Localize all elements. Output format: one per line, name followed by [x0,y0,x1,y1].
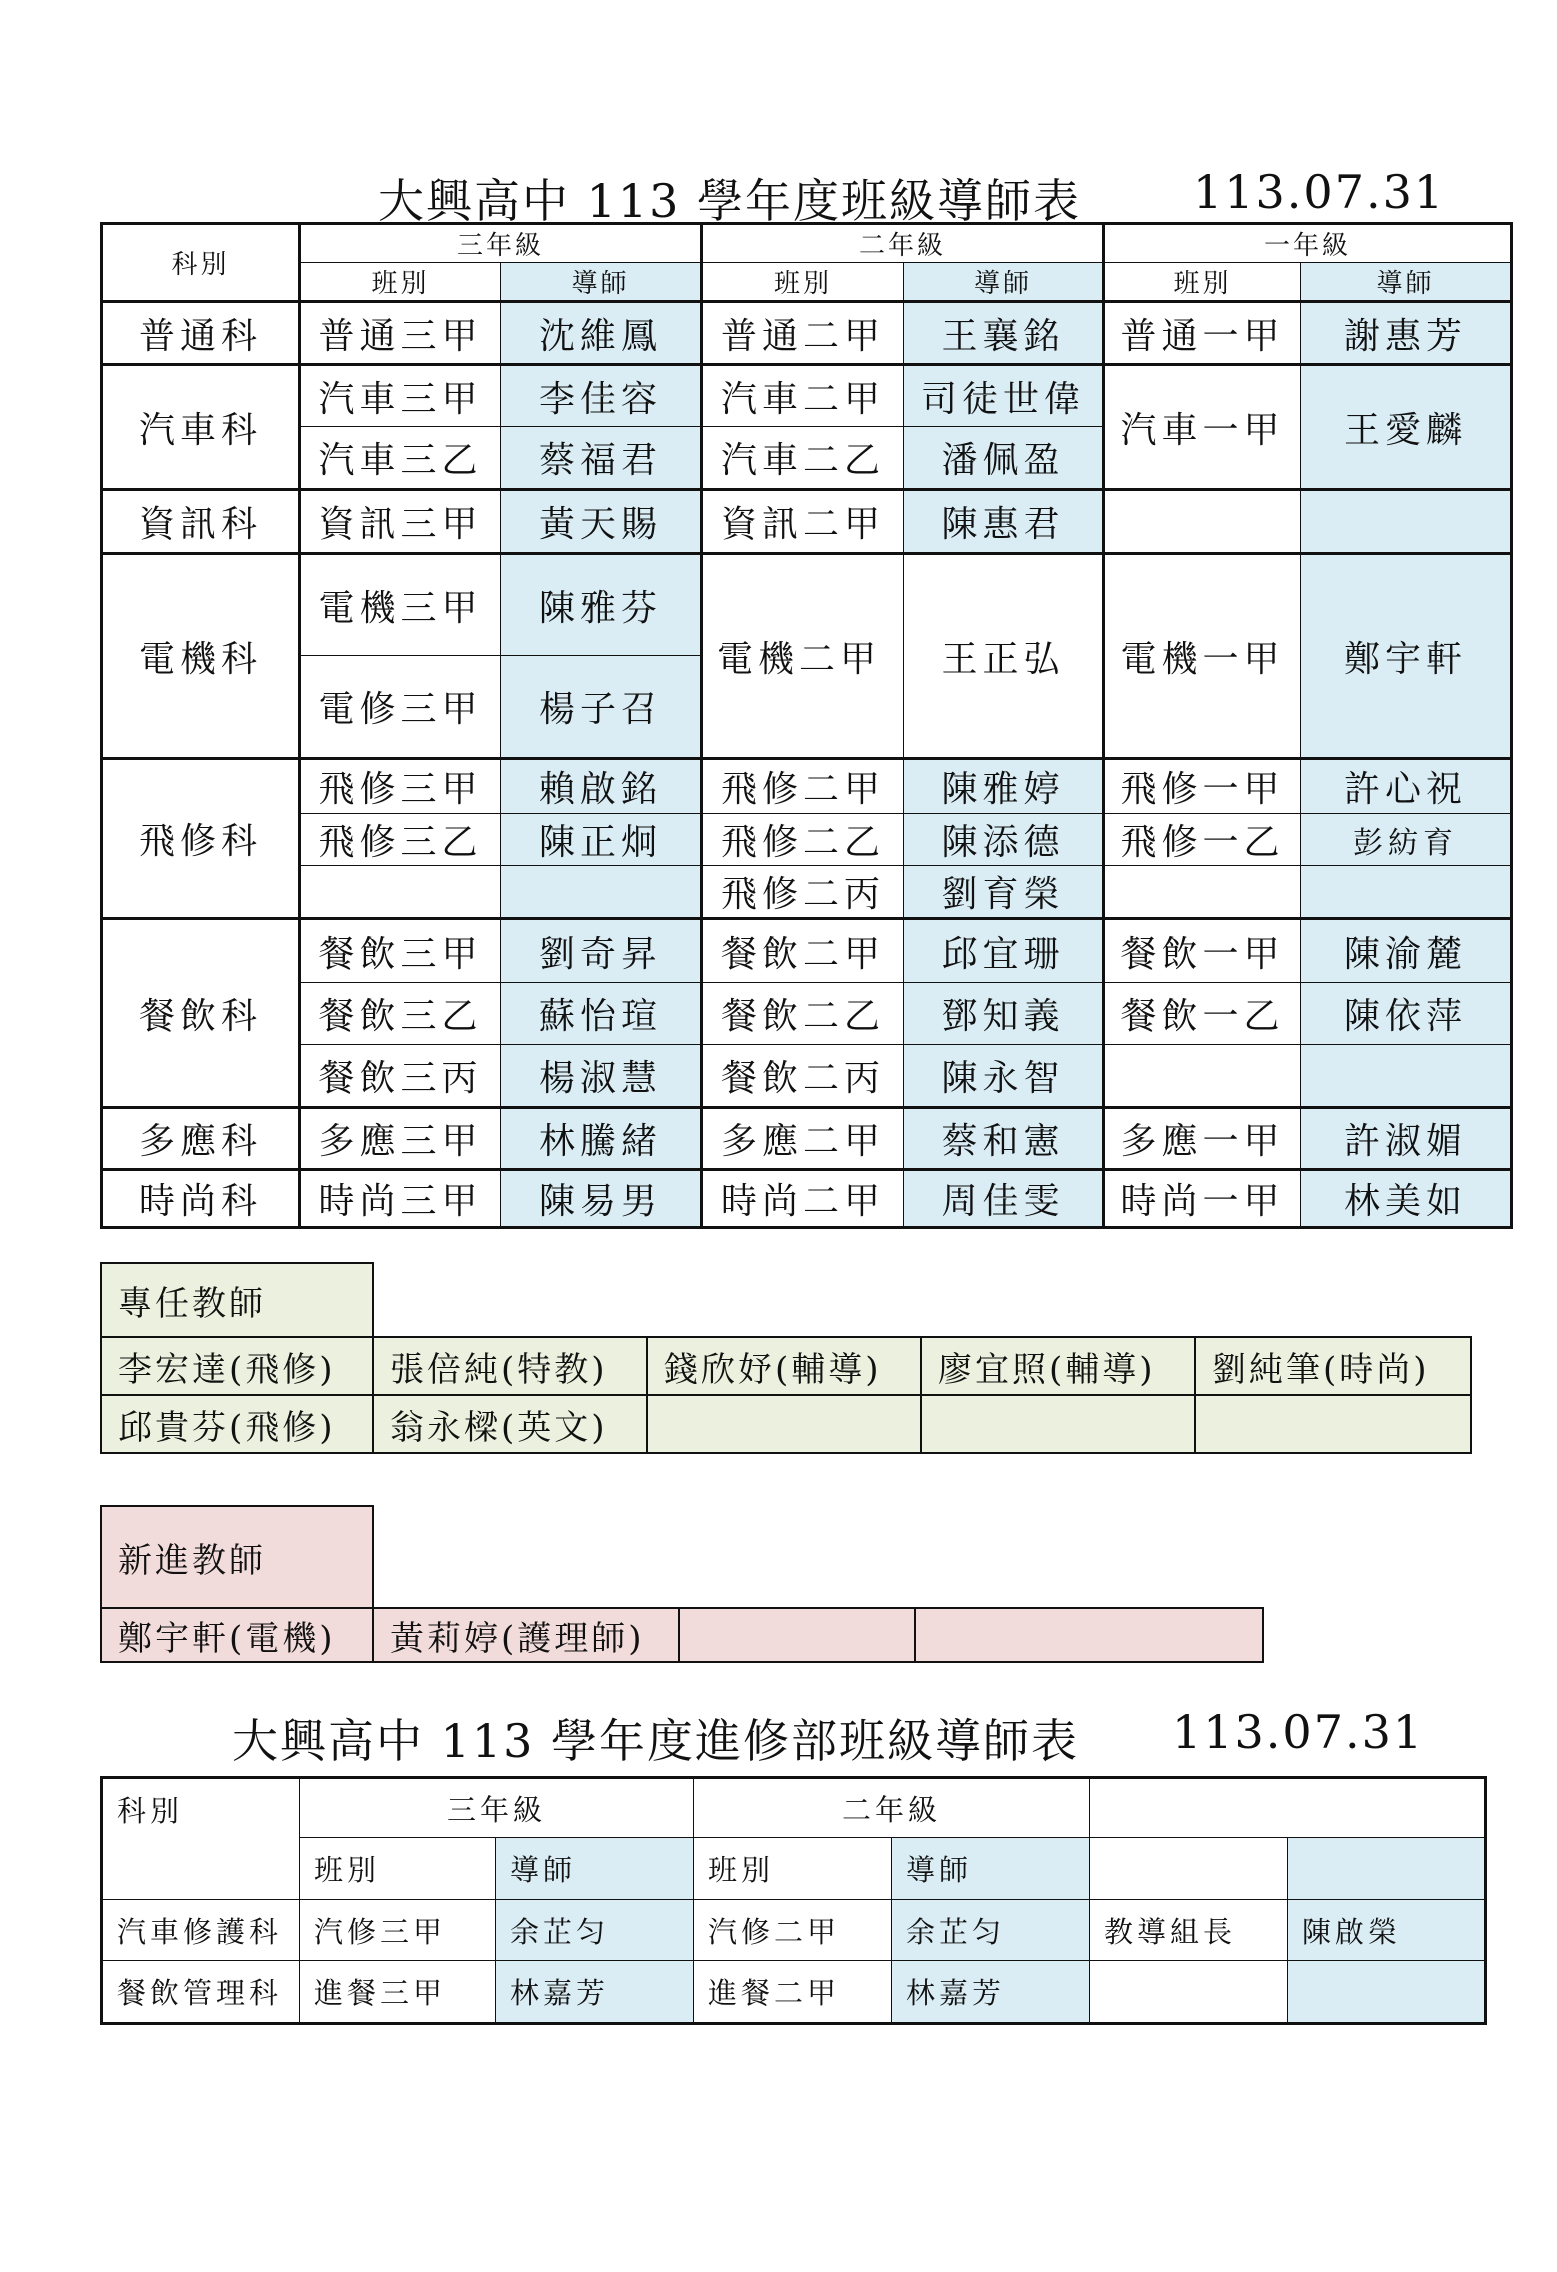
teacher-cell: 謝惠芳 [1301,302,1512,365]
header-class: 班別 [694,1838,892,1900]
class-cell: 進餐二甲 [694,1961,892,2024]
table-row [102,759,1512,814]
class-cell: 飛修三甲 [300,759,501,814]
class-cell: 汽修二甲 [694,1900,892,1961]
teacher-cell: 沈維鳳 [501,302,702,365]
class-cell [300,866,501,919]
header-teacher: 導師 [496,1838,694,1900]
teacher-cell: 蘇怡瑄 [501,983,702,1045]
dept-cell: 汽車修護科 [102,1900,300,1961]
teacher-cell [1288,1961,1486,2024]
table-row [102,1170,1512,1228]
teacher-cell: 林美如 [1301,1170,1512,1228]
blank-area [373,1263,1471,1337]
teacher-cell: 潘佩盈 [904,427,1104,490]
night-header-cols [102,1838,1486,1900]
dept-cell: 時尚科 [102,1170,300,1228]
header-class: 班別 [300,263,501,302]
night-header-blank [1090,1778,1486,1838]
header-dept: 科別 [102,224,300,302]
main-title-text: 大興高中 113 學年度班級導師表 [378,174,1082,228]
night-class-teacher-table [100,1776,1487,2025]
header-grade-3: 三年級 [300,224,702,263]
class-cell: 餐飲一乙 [1104,983,1301,1045]
teacher-cell: 余芷匀 [496,1900,694,1961]
table-row [102,302,1512,365]
class-cell: 普通三甲 [300,302,501,365]
class-cell: 普通二甲 [702,302,904,365]
teacher-cell: 劉奇昇 [501,919,702,983]
dept-cell: 多應科 [102,1108,300,1170]
class-cell: 餐飲二乙 [702,983,904,1045]
class-cell: 時尚二甲 [702,1170,904,1228]
table-row [102,1900,1486,1961]
class-cell: 汽修三甲 [300,1900,496,1961]
class-cell: 飛修二甲 [702,759,904,814]
table-row [102,365,1512,427]
teacher-cell: 蔡和憲 [904,1108,1104,1170]
dept-cell: 資訊科 [102,490,300,554]
table-row [102,490,1512,554]
night-title [232,1705,1079,1771]
header-grade-2: 二年級 [702,224,1104,263]
teacher-cell: 鄭宇軒 [1301,554,1512,759]
teacher-cell: 賴啟銘 [501,759,702,814]
header-class: 班別 [300,1838,496,1900]
teacher-cell: 王正弘 [904,554,1104,759]
header-row-cols [102,263,1512,302]
class-cell: 資訊二甲 [702,490,904,554]
header-teacher: 導師 [501,263,702,302]
teacher-cell: 陳添德 [904,814,1104,866]
new-teachers-table [100,1505,1471,1663]
class-cell [1104,866,1301,919]
header-class: 班別 [702,263,904,302]
teacher-cell [1301,490,1512,554]
class-cell [1104,490,1301,554]
teacher-cell: 黃天賜 [501,490,702,554]
night-header-row [102,1778,1486,1838]
dept-cell: 電機科 [102,554,300,759]
teacher-name [647,1395,921,1453]
class-cell: 汽車三乙 [300,427,501,490]
teacher-cell [1301,1045,1512,1108]
teacher-name: 張倍純(特教) [373,1337,647,1395]
teacher-name [1195,1395,1471,1453]
class-cell: 多應三甲 [300,1108,501,1170]
teacher-cell: 陳永智 [904,1045,1104,1108]
class-cell: 餐飲三甲 [300,919,501,983]
main-date [1193,165,1445,219]
class-cell: 進餐三甲 [300,1961,496,2024]
class-cell: 餐飲一甲 [1104,919,1301,983]
teacher-cell: 林騰緒 [501,1108,702,1170]
teacher-cell: 王愛麟 [1301,365,1512,490]
header-teacher: 導師 [892,1838,1090,1900]
night-title-text: 大興高中 113 學年度進修部班級導師表 [232,1714,1080,1768]
fulltime-label: 專任教師 [101,1263,373,1337]
night-header-grade-2: 二年級 [694,1778,1090,1838]
class-cell: 飛修一甲 [1104,759,1301,814]
teacher-name [679,1608,915,1662]
table-row [102,814,1512,866]
teacher-cell [501,866,702,919]
table-row [101,1608,1471,1662]
class-cell: 飛修二丙 [702,866,904,919]
table-row [102,866,1512,919]
role-cell: 教導組長 [1090,1900,1288,1961]
teacher-cell: 陳惠君 [904,490,1104,554]
class-cell: 時尚一甲 [1104,1170,1301,1228]
class-cell: 飛修二乙 [702,814,904,866]
teacher-cell: 陳雅婷 [904,759,1104,814]
dept-cell: 普通科 [102,302,300,365]
teacher-cell: 許心祝 [1301,759,1512,814]
night-header-grade-3: 三年級 [300,1778,694,1838]
teacher-cell: 彭紡育 [1301,814,1512,866]
teacher-cell: 許淑媚 [1301,1108,1512,1170]
table-row [102,554,1512,656]
table-row [102,983,1512,1045]
main-date-text: 113.07.31 [1193,165,1446,219]
table-row [102,1961,1486,2024]
header-class [1090,1838,1288,1900]
header-class: 班別 [1104,263,1301,302]
class-cell: 餐飲三丙 [300,1045,501,1108]
class-cell: 電機一甲 [1104,554,1301,759]
dept-cell: 餐飲管理科 [102,1961,300,2024]
teacher-name: 鄭宇軒(電機) [101,1608,373,1662]
header-grade-1: 一年級 [1104,224,1512,263]
class-cell: 多應一甲 [1104,1108,1301,1170]
class-cell: 時尚三甲 [300,1170,501,1228]
class-cell: 汽車二甲 [702,365,904,427]
teacher-cell: 林嘉芳 [892,1961,1090,2024]
teacher-cell: 余芷匀 [892,1900,1090,1961]
teacher-cell: 楊淑慧 [501,1045,702,1108]
fulltime-label-row [101,1263,1471,1337]
teacher-name: 李宏達(飛修) [101,1337,373,1395]
night-date [1172,1705,1424,1759]
teacher-cell: 鄧知義 [904,983,1104,1045]
class-cell: 普通一甲 [1104,302,1301,365]
class-cell: 多應二甲 [702,1108,904,1170]
header-teacher: 導師 [904,263,1104,302]
teacher-cell: 陳依萍 [1301,983,1512,1045]
header-teacher [1288,1838,1486,1900]
teacher-cell: 司徒世偉 [904,365,1104,427]
class-teacher-table [100,222,1513,1229]
teacher-name: 邱貴芬(飛修) [101,1395,373,1453]
class-cell [1090,1961,1288,2024]
dept-cell: 餐飲科 [102,919,300,1108]
night-header-dept: 科別 [102,1778,300,1900]
class-cell [1104,1045,1301,1108]
header-row-grades [102,224,1512,263]
class-cell: 汽車二乙 [702,427,904,490]
teacher-name [921,1395,1195,1453]
table-row [102,1045,1512,1108]
teacher-cell: 林嘉芳 [496,1961,694,2024]
class-cell: 電機三甲 [300,554,501,656]
teacher-cell: 陳啟榮 [1288,1900,1486,1961]
table-row [102,919,1512,983]
teacher-cell: 楊子召 [501,656,702,759]
dept-cell: 汽車科 [102,365,300,490]
teacher-name: 劉純筆(時尚) [1195,1337,1471,1395]
fulltime-teachers-table [100,1262,1472,1454]
teacher-cell [1301,866,1512,919]
teacher-name: 廖宜照(輔導) [921,1337,1195,1395]
night-date-text: 113.07.31 [1172,1705,1425,1759]
class-cell: 電機二甲 [702,554,904,759]
teacher-cell: 李佳容 [501,365,702,427]
blank-area [1263,1608,1471,1662]
teacher-name: 錢欣妤(輔導) [647,1337,921,1395]
class-cell: 汽車一甲 [1104,365,1301,490]
teacher-name: 黃莉婷(護理師) [373,1608,679,1662]
table-row [101,1395,1471,1453]
table-row [102,1108,1512,1170]
teacher-cell: 邱宜珊 [904,919,1104,983]
header-teacher: 導師 [1301,263,1512,302]
teacher-cell: 周佳雯 [904,1170,1104,1228]
class-cell: 電修三甲 [300,656,501,759]
new-label-row [101,1506,1471,1608]
teacher-name: 翁永樑(英文) [373,1395,647,1453]
blank-area [373,1506,1471,1608]
class-cell: 飛修三乙 [300,814,501,866]
class-cell: 餐飲二甲 [702,919,904,983]
class-cell: 餐飲二丙 [702,1045,904,1108]
teacher-cell: 劉育榮 [904,866,1104,919]
teacher-name [915,1608,1263,1662]
teacher-cell: 陳易男 [501,1170,702,1228]
teacher-cell: 王襄銘 [904,302,1104,365]
class-cell: 汽車三甲 [300,365,501,427]
table-row [101,1337,1471,1395]
class-cell: 餐飲三乙 [300,983,501,1045]
teacher-cell: 陳渝麓 [1301,919,1512,983]
new-teachers-label: 新進教師 [101,1506,373,1608]
dept-cell: 飛修科 [102,759,300,919]
class-cell: 飛修一乙 [1104,814,1301,866]
teacher-cell: 陳正炯 [501,814,702,866]
class-cell: 資訊三甲 [300,490,501,554]
teacher-cell: 蔡福君 [501,427,702,490]
teacher-cell: 陳雅芬 [501,554,702,656]
